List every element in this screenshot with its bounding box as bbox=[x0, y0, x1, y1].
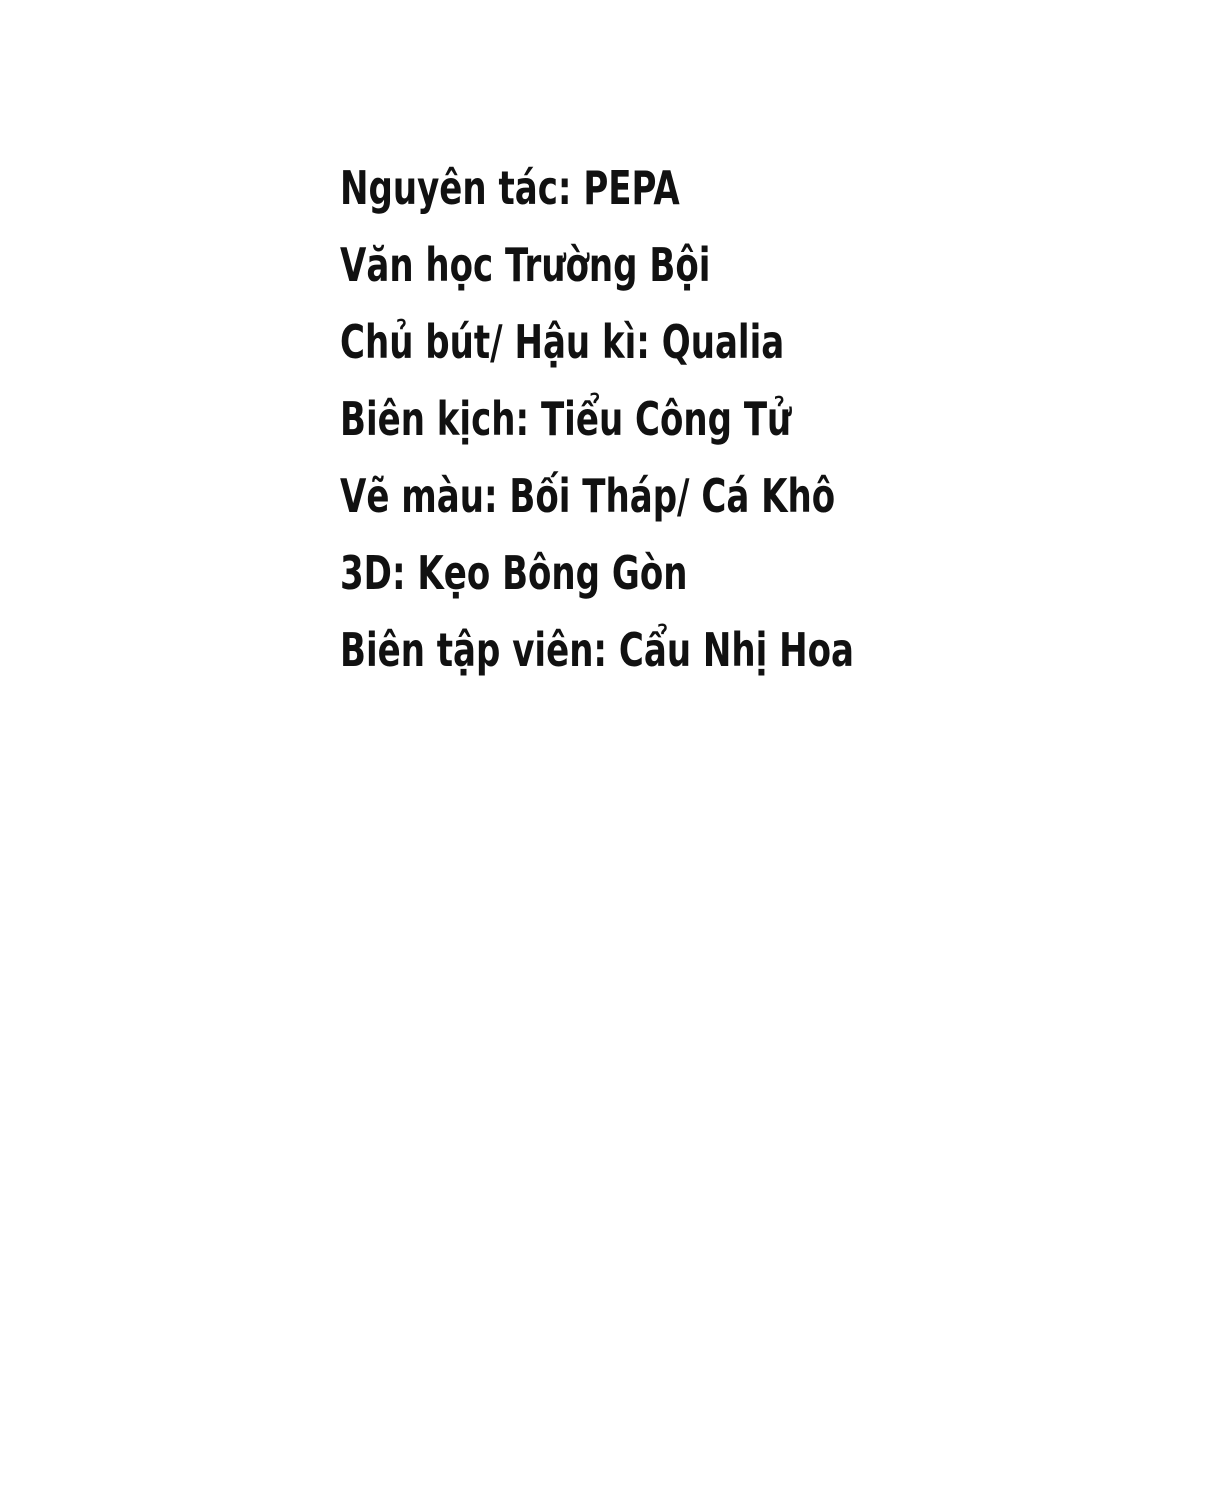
credit-screenwriter: Biên kịch: Tiểu Công Tử bbox=[340, 392, 792, 446]
credit-lead-postproduction: Chủ bút/ Hậu kì: Qualia bbox=[340, 315, 785, 369]
credit-colorist: Vẽ màu: Bối Tháp/ Cá Khô bbox=[340, 469, 836, 523]
credit-original-author: Nguyên tác: PEPA bbox=[340, 161, 680, 215]
credits-list bbox=[340, 150, 1035, 689]
credit-literature: Văn học Trường Bội bbox=[340, 238, 711, 292]
credit-3d: 3D: Kẹo Bông Gòn bbox=[340, 546, 688, 600]
credit-editor: Biên tập viên: Cẩu Nhị Hoa bbox=[340, 623, 855, 677]
